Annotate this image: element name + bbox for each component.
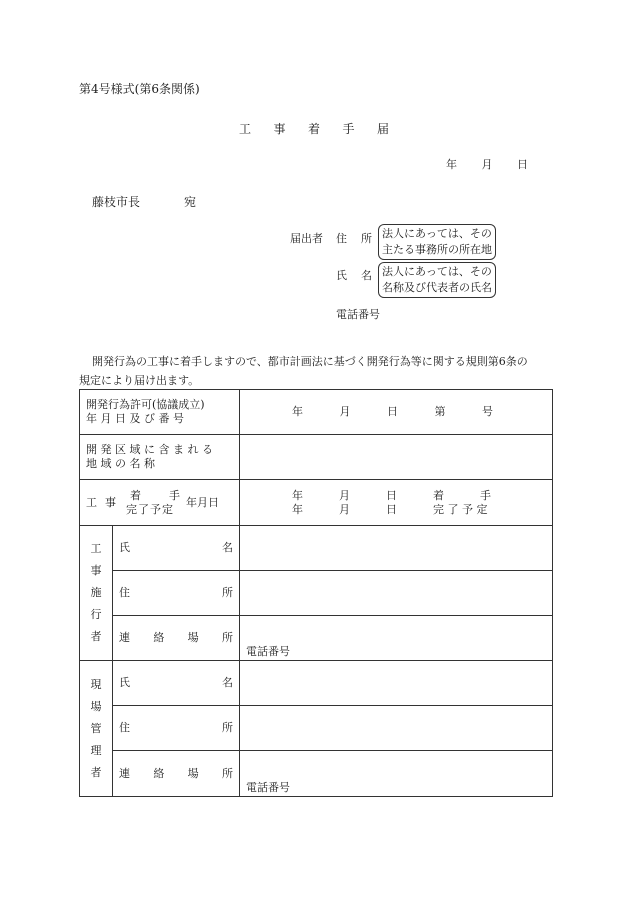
site-manager-name-label: 氏 名: [113, 661, 240, 706]
contractor-contact-value[interactable]: [240, 616, 553, 661]
applicant-label: 届出者: [290, 232, 323, 245]
site-manager-group-label: 現 場 管 理 者: [80, 661, 113, 797]
contractor-address-label: 住 所: [113, 571, 240, 616]
work-date-label-cell: 工 事 着 手 完了予定 年月日: [80, 480, 240, 526]
address-note: 法人にあっては、その 主たる事務所の所在地: [378, 224, 496, 260]
title-char: 手: [342, 122, 355, 136]
date-year: 年: [446, 158, 457, 171]
title-char: 事: [273, 122, 286, 136]
contractor-phone-label: 電話番号: [246, 645, 290, 658]
permit-value-cell[interactable]: 年 月 日 第 号: [240, 390, 553, 435]
area-value-cell[interactable]: [240, 435, 553, 480]
date-day: 日: [517, 158, 528, 171]
site-manager-phone-label: 電話番号: [246, 781, 290, 794]
title-char: 着: [307, 122, 320, 136]
form-title: [239, 120, 389, 137]
area-label-line2: 地 域 の 名 称: [86, 457, 155, 470]
name-note: 法人にあっては、その 名称及び代表者の氏名: [378, 262, 496, 298]
body-text-line1: 開発行為の工事に着手しますので、都市計画法に基づく開発行為等に関する規則第6条の: [92, 355, 528, 368]
applicant-name-label: 氏 名: [336, 269, 372, 282]
work-date-value-cell[interactable]: 年 月 日 着 手 年 月 日 完 了 予 定: [240, 480, 553, 526]
title-char: 工: [239, 122, 252, 136]
area-label-cell: [80, 435, 240, 480]
body-text-line2: 規定により届け出ます。: [79, 374, 200, 387]
permit-label-line1: 開発行為許可(協議成立): [86, 398, 205, 411]
area-label-line1: 開 発 区 域 に 含 ま れ る: [86, 443, 213, 456]
site-manager-contact-value[interactable]: [240, 751, 553, 797]
applicant-address-label: 住 所: [336, 232, 372, 245]
notification-table: [79, 389, 553, 797]
title-char: 届: [376, 122, 389, 136]
contractor-group-label: 工 事 施 行 者: [80, 526, 113, 661]
contractor-contact-label: 連 絡 場 所: [113, 616, 240, 661]
site-manager-contact-label: 連 絡 場 所: [113, 751, 240, 797]
addressee-honorific: 宛: [184, 195, 197, 209]
contractor-name-value[interactable]: [240, 526, 553, 571]
contractor-name-label: 氏 名: [113, 526, 240, 571]
site-manager-address-value[interactable]: [240, 706, 553, 751]
date-month: 月: [481, 158, 493, 171]
site-manager-name-value[interactable]: [240, 661, 553, 706]
addressee-mayor: 藤枝市長: [92, 195, 141, 209]
contractor-address-value[interactable]: [240, 571, 553, 616]
permit-label-cell: [80, 390, 240, 435]
submission-date: [446, 156, 528, 172]
site-manager-address-label: 住 所: [113, 706, 240, 751]
form-number: 第4号様式(第6条関係): [79, 82, 200, 96]
applicant-phone-label: 電話番号: [336, 308, 380, 321]
permit-label-line2: 年 月 日 及 び 番 号: [86, 412, 184, 425]
